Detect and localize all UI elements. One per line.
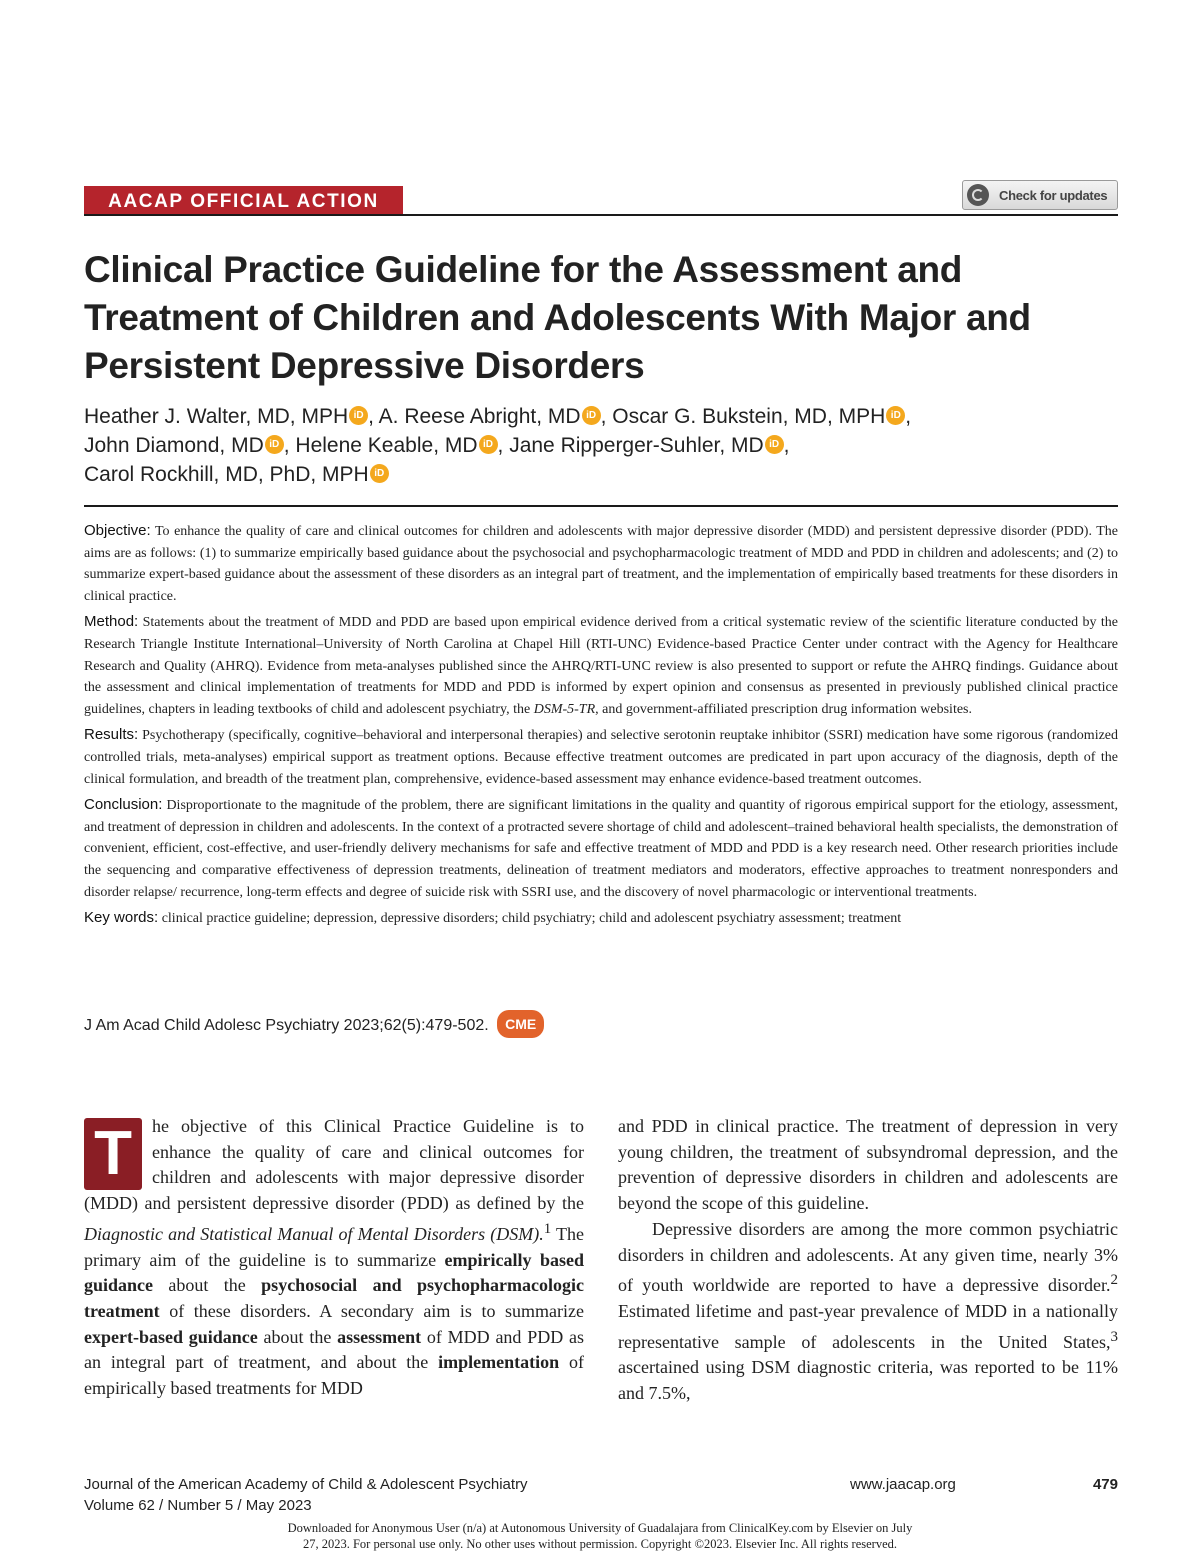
objective-text: To enhance the quality of care and clinical outcomes for children and adolescents with major depressive disorder (MDD) and persistent depressive disorder (PDD). The aims are as follows: (1) to summarize empirically based guidance about the psychosocial and psychopharmacologic treatment of MDD and PDD in children and adolescents; and (2) to summarize expert-based guidance about the assessment of these disorders as an integral part of treatment, and the implementation of empirically based treatments for these disorders in clinical practice. xyxy=(84,524,1119,604)
body-text: Estimated lifetime and past-year prevalence of MDD in a nationally representative sample of adolescents in the United States, xyxy=(618,1300,1118,1352)
body-paragraph xyxy=(84,1114,584,1402)
author-name: Heather J. Walter, MD, MPH xyxy=(84,405,349,428)
footnote-ref[interactable]: 1 xyxy=(543,1220,552,1237)
results-label: Results: xyxy=(84,726,139,744)
footnote-ref[interactable]: 2 xyxy=(1110,1272,1118,1289)
header-rule xyxy=(84,214,1118,216)
refresh-icon xyxy=(967,184,989,206)
body-emphasis: assessment xyxy=(337,1326,422,1347)
download-notice xyxy=(200,1520,1000,1552)
results-text: Psychotherapy (specifically, cognitive–behavioral and interpersonal therapies) and selective serotonin reuptake inhibitor (SSRI) medication have some rigorous (randomized controlled trials, meta-analyses) empirical support as treatment options. Because effective treatment outcomes are predicated in part upon accuracy of the diagnosis, depth of the clinical formulation, and breadth of the treatment plan, comprehensive, evidence-based assessment may enhance evidence-based treatment outcomes. xyxy=(84,728,1119,787)
body-text: of empirically based treatments for MDD xyxy=(84,1352,584,1399)
footer-volume: Volume 62 / Number 5 / May 2023 xyxy=(84,1497,312,1514)
orcid-icon[interactable] xyxy=(765,435,784,454)
check-for-updates-button[interactable] xyxy=(962,180,1118,210)
body-text: ascertained using DSM diagnostic criteria, was reported to be 11% and 7.5%, xyxy=(618,1357,1118,1404)
body-text: The primary aim of the guideline is to summarize xyxy=(84,1223,584,1270)
body-text: Depressive disorders are among the more common psychiatric disorders in children and adolescents. At any given time, nearly 3% of youth worldwide are reported to have a depressive disorder. xyxy=(618,1218,1118,1296)
conclusion-label: Conclusion: xyxy=(84,796,163,814)
conclusion-text: Disproportionate to the magnitude of the problem, there are significant limitations in the quality and quantity of rigorous empirical support for the etiology, assessment, and treatment of depression in children and adolescents. In the context of a protracted severe shortage of child and adolescent–trained behavioral health specialists, the demonstration of convenient, efficient, cost-effective, and user-friendly delivery mechanisms for safe and effective treatment of MDD and PDD is a key research need. Other research priorities include the sequencing and comparative effectiveness of depression treatments, delineation of treatment mediators and moderators, effective approaches to treatment nonresponders and disorder relapse/ recurrence, long-term effects and degree of suicide risk with SSRI use, and the discovery of novel pharmacologic or interventional treatments. xyxy=(84,798,1119,900)
body-emphasis: empirically based guidance xyxy=(84,1249,584,1296)
section-banner: AACAP OFFICIAL ACTION xyxy=(84,186,403,216)
orcid-icon[interactable] xyxy=(265,435,284,454)
body-text: of these disorders. A secondary aim is to summarize xyxy=(159,1300,584,1321)
body-text: he objective of this Clinical Practice Guideline is to enhance the quality of care and clinical outcomes for children and adolescents with major depressive disorder (MDD) and persistent depressive disorder (PDD) as defined by the xyxy=(84,1116,584,1214)
citation-ref: 2023;62(5):479-502. xyxy=(339,1017,489,1034)
author-list: Heather J. Walter, MD, MPHiD , A. Reese Abright, MDiD , Oscar G. Bukstein, MD, MPHiD , John Diamond, MDiD , Helene Keable, MDiD , Jane Ripperger-Suhler, MDiD , Carol Rockhill, MD, PhD, MPHiD xyxy=(84,402,1124,489)
abstract xyxy=(84,520,1118,934)
page-footer xyxy=(84,1474,1118,1516)
method-dsm: DSM-5-TR xyxy=(533,701,596,717)
drop-cap: T xyxy=(84,1118,142,1190)
author-name: Carol Rockhill, MD, PhD, MPH xyxy=(84,463,369,486)
footnote-ref[interactable]: 3 xyxy=(1110,1328,1118,1345)
abstract-conclusion xyxy=(84,794,1118,903)
page-number: 479 xyxy=(1092,1476,1118,1493)
download-line: 27, 2023. For personal use only. No other uses without permission. Copyright ©2023. Elsevier Inc. All rights reserved. xyxy=(302,1537,898,1551)
author-name: Helene Keable, MD xyxy=(295,434,478,457)
body-emphasis: implementation xyxy=(438,1352,560,1373)
dsm-reference: Diagnostic and Statistical Manual of Mental Disorders (DSM). xyxy=(84,1223,544,1244)
keywords-text: clinical practice guideline; depression, depressive disorders; child psychiatry; child and adolescent psychiatry assessment; treatment xyxy=(161,911,902,927)
keywords-label: Key words: xyxy=(84,909,159,927)
orcid-icon[interactable] xyxy=(479,435,498,454)
citation xyxy=(84,1010,784,1038)
body-text: of MDD and PDD as an integral part of treatment, and about the xyxy=(84,1326,584,1373)
abstract-method xyxy=(84,611,1118,720)
body-text: about the xyxy=(153,1275,262,1296)
body-paragraph xyxy=(618,1217,1118,1407)
method-text: Statements about the treatment of MDD and PDD are based upon empirical evidence derived from a critical systematic review of the scientific literature conducted by the Research Triangle Institute International–University of North Carolina at Chapel Hill (RTI-UNC) Evidence-based Practice Center under contract with the Agency for Healthcare Research and Quality (AHRQ). Evidence from meta-analyses published since the AHRQ/RTI-UNC review is also presented to support or refute the AHRQ findings. Guidance about the assessment and clinical implementation of treatments for MDD and PDD is informed by expert opinion and consensus as presented in previously published clinical practice guidelines, chapters in leading textbooks of child and adolescent psychiatry, the xyxy=(84,615,1118,717)
download-line: Downloaded for Anonymous User (n/a) at Autonomous University of Guadalajara from ClinicalKey.com by Elsevier on July xyxy=(287,1521,913,1535)
abstract-rule xyxy=(84,505,1118,507)
author-name: Jane Ripperger-Suhler, MD xyxy=(509,434,764,457)
check-for-updates-label: Check for updates xyxy=(999,187,1108,203)
objective-label: Objective: xyxy=(84,522,151,539)
citation-journal: J Am Acad Child Adolesc Psychiatry xyxy=(84,1017,340,1034)
orcid-icon[interactable] xyxy=(370,464,389,483)
body-paragraph: and PDD in clinical practice. The treatment of depression in very young children, the treatment of subsyndromal depression, and the prevention of depressive disorders in children and adolescents are beyond the scope of this guideline. xyxy=(618,1116,1118,1214)
body-column-left xyxy=(84,1114,584,1402)
orcid-icon[interactable] xyxy=(349,406,368,425)
abstract-results xyxy=(84,724,1118,790)
body-text: about the xyxy=(257,1326,338,1347)
author-name: John Diamond, MD xyxy=(84,434,264,457)
author-name: A. Reese Abright, MD xyxy=(378,405,581,428)
body-emphasis: psychosocial and psychopharmacologic treatment xyxy=(84,1275,584,1321)
method-label: Method: xyxy=(84,613,139,631)
author-name: Oscar G. Bukstein, MD, MPH xyxy=(612,405,886,428)
cme-badge[interactable]: CME xyxy=(497,1010,544,1038)
method-text-end: , and government-affiliated prescription drug information websites. xyxy=(595,701,972,717)
orcid-icon[interactable] xyxy=(582,406,601,425)
body-column-right xyxy=(618,1114,1118,1407)
orcid-icon[interactable] xyxy=(886,406,905,425)
article-title: Clinical Practice Guideline for the Assessment and Treatment of Children and Adolescents With Major and Persistent Depressive Disorders xyxy=(84,249,1031,386)
abstract-keywords xyxy=(84,907,1118,930)
footer-journal: Journal of the American Academy of Child & Adolescent Psychiatry xyxy=(84,1476,528,1493)
footer-url-link[interactable]: www.jaacap.org xyxy=(850,1476,956,1493)
body-emphasis: expert-based guidance xyxy=(84,1326,258,1347)
abstract-objective xyxy=(84,520,1118,607)
